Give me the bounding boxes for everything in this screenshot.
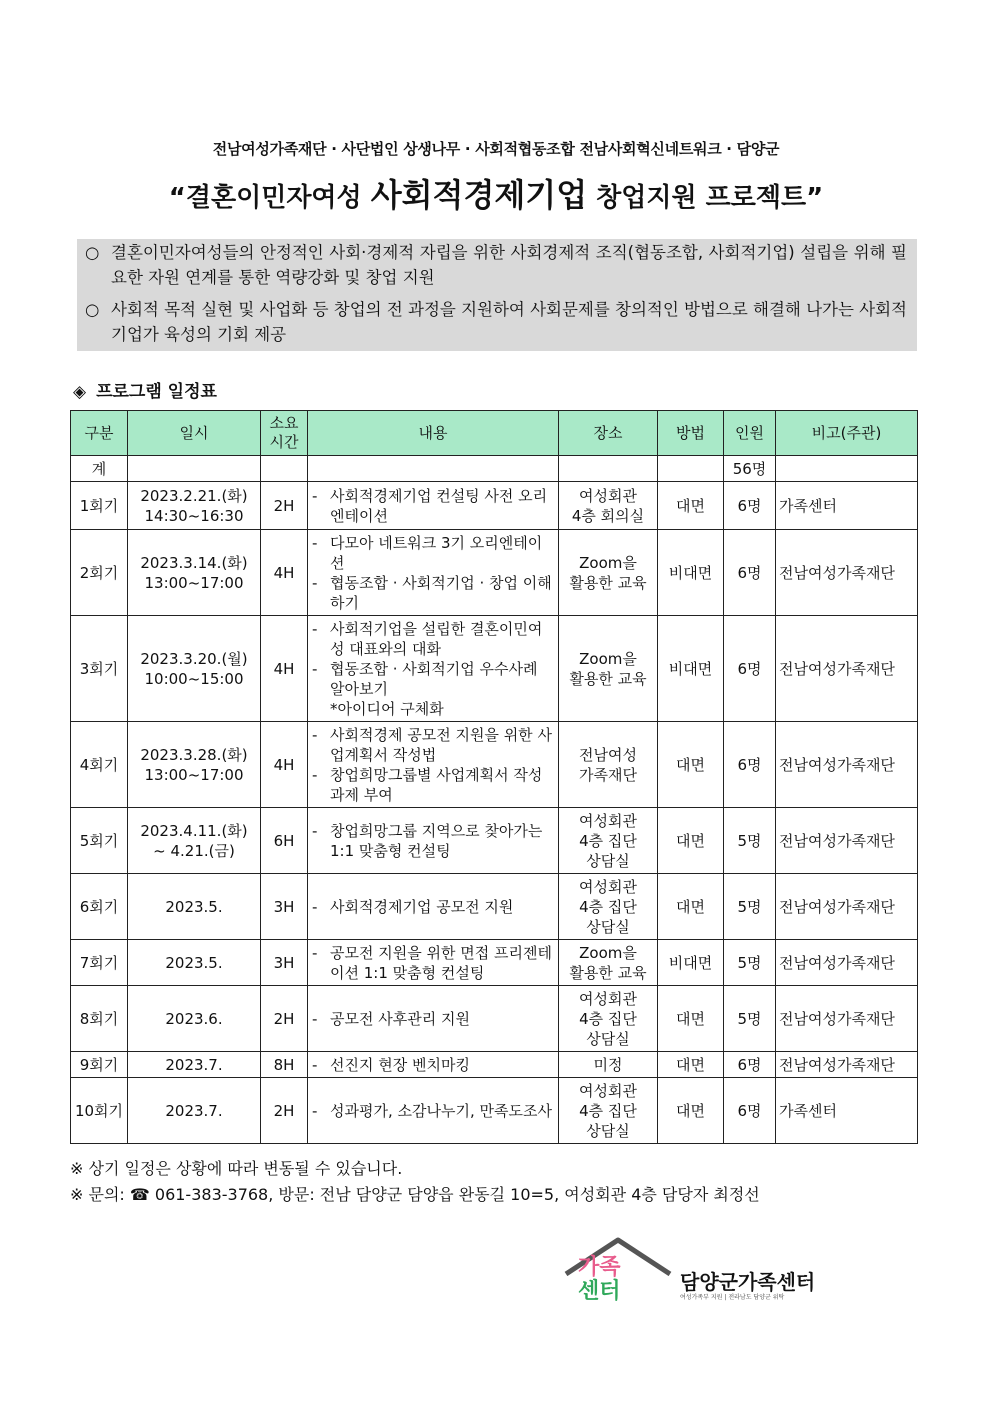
header-people: 인원 bbox=[724, 411, 776, 456]
header-note: 비고(주관) bbox=[776, 411, 918, 456]
content-item bbox=[312, 1101, 556, 1121]
intro-text: 결혼이민자여성들의 안정적인 사회·경제적 자립을 위한 사회경제적 조직(협동조합, 사회적기업) 설립을 위해 필요한 자원 연계를 통한 역량강화 및 창업 지원 bbox=[111, 243, 907, 287]
family-center-logo bbox=[562, 1236, 862, 1308]
cell-people: 6명 bbox=[724, 1078, 776, 1144]
title-part-2: 사회적경제기업 bbox=[370, 176, 588, 214]
cell-datetime: 2023.3.20.(월) 10:00~15:00 bbox=[128, 616, 261, 722]
content-item-text: 창업희망그룹 지역으로 찾아가는 1:1 맞춤형 컨설팅 bbox=[330, 821, 543, 860]
cell-place: 전남여성 가족재단 bbox=[559, 722, 658, 808]
intro-box bbox=[77, 239, 917, 351]
dash-bullet: - bbox=[312, 1101, 318, 1120]
cell-method: 대면 bbox=[658, 1078, 724, 1144]
cell-place: 여성회관 4층 회의실 bbox=[559, 482, 658, 530]
dash-bullet: - bbox=[312, 533, 318, 552]
cell-session: 10회기 bbox=[71, 1078, 128, 1144]
cell-duration: 4H bbox=[261, 530, 308, 616]
table-row bbox=[71, 940, 918, 986]
content-item bbox=[312, 897, 556, 917]
dash-bullet: - bbox=[312, 765, 318, 784]
section-title: 프로그램 일정표 bbox=[96, 382, 217, 402]
cell-people: 6명 bbox=[724, 616, 776, 722]
cell-datetime: 2023.7. bbox=[128, 1078, 261, 1144]
cell-people: 5명 bbox=[724, 940, 776, 986]
content-item-text: 창업희망그룹별 사업계획서 작성 과제 부여 bbox=[330, 765, 543, 804]
cell-note: 가족센터 bbox=[776, 1078, 918, 1144]
cell-note: 전남여성가족재단 bbox=[776, 616, 918, 722]
cell-content bbox=[308, 530, 559, 616]
cell-note: 가족센터 bbox=[776, 482, 918, 530]
content-item bbox=[312, 1009, 556, 1029]
cell-datetime: 2023.5. bbox=[128, 874, 261, 940]
cell-session: 2회기 bbox=[71, 530, 128, 616]
diamond-icon: ◈ bbox=[73, 382, 87, 402]
cell-datetime: 2023.3.14.(화) 13:00~17:00 bbox=[128, 530, 261, 616]
content-item-text: 선진지 현장 벤치마킹 bbox=[330, 1055, 470, 1074]
note-schedule-change: ※ 상기 일정은 상황에 따라 변동될 수 있습니다. bbox=[70, 1159, 403, 1178]
cell-content bbox=[308, 874, 559, 940]
content-item-text: 사회적경제기업 컨설팅 사전 오리엔테이션 bbox=[330, 486, 548, 525]
header-method: 방법 bbox=[658, 411, 724, 456]
cell-content bbox=[308, 616, 559, 722]
cell-session: 5회기 bbox=[71, 808, 128, 874]
header-datetime: 일시 bbox=[128, 411, 261, 456]
cell-datetime: 2023.5. bbox=[128, 940, 261, 986]
cell-method: 비대면 bbox=[658, 616, 724, 722]
cell-duration: 3H bbox=[261, 940, 308, 986]
title-part-3: 창업지원 프로젝트” bbox=[587, 183, 824, 213]
cell-datetime: 2023.7. bbox=[128, 1052, 261, 1078]
total-people: 56명 bbox=[724, 456, 776, 482]
cell-content bbox=[308, 1078, 559, 1144]
cell-method: 비대면 bbox=[658, 530, 724, 616]
cell-method: 대면 bbox=[658, 808, 724, 874]
cell-content bbox=[308, 722, 559, 808]
cell-place: 여성회관 4층 집단 상담실 bbox=[559, 874, 658, 940]
cell-people: 6명 bbox=[724, 530, 776, 616]
footer-notes bbox=[70, 1156, 760, 1208]
content-item-text: 사회적경제기업 공모전 지원 bbox=[330, 897, 514, 916]
content-item-text: 공모전 사후관리 지원 bbox=[330, 1009, 470, 1028]
table-row bbox=[71, 482, 918, 530]
cell-method: 비대면 bbox=[658, 940, 724, 986]
cell-note: 전남여성가족재단 bbox=[776, 940, 918, 986]
cell-session: 1회기 bbox=[71, 482, 128, 530]
cell-method: 대면 bbox=[658, 482, 724, 530]
cell-people: 6명 bbox=[724, 482, 776, 530]
logo-name: 담양군가족센터 bbox=[680, 1270, 816, 1294]
cell-session: 9회기 bbox=[71, 1052, 128, 1078]
logo-subtitle: 여성가족부 지원 | 전라남도 담양군 위탁 bbox=[680, 1294, 785, 1301]
total-label: 계 bbox=[71, 456, 128, 482]
logo-text-line2: 센터 bbox=[578, 1279, 621, 1304]
content-item bbox=[312, 619, 556, 659]
intro-item bbox=[85, 298, 907, 347]
table-row bbox=[71, 722, 918, 808]
cell-content bbox=[308, 808, 559, 874]
intro-item bbox=[85, 241, 907, 290]
cell-content bbox=[308, 482, 559, 530]
content-item-text: 사회적경제 공모전 지원을 위한 사업계획서 작성법 bbox=[330, 725, 552, 764]
table-header-row bbox=[71, 411, 918, 456]
content-extra: *아이디어 구체화 bbox=[330, 699, 444, 718]
cell-datetime: 2023.3.28.(화) 13:00~17:00 bbox=[128, 722, 261, 808]
cell-place: 여성회관 4층 집단 상담실 bbox=[559, 808, 658, 874]
dash-bullet: - bbox=[312, 943, 318, 962]
dash-bullet: - bbox=[312, 1009, 318, 1028]
table-row bbox=[71, 808, 918, 874]
title-part-1: “결혼이민자여성 bbox=[168, 183, 371, 213]
header-content: 내용 bbox=[308, 411, 559, 456]
intro-text: 사회적 목적 실현 및 사업화 등 창업의 전 과정을 지원하여 사회문제를 창의적인 방법으로 해결해 나가는 사회적기업가 육성의 기회 제공 bbox=[111, 300, 907, 344]
dash-bullet: - bbox=[312, 1055, 318, 1074]
header-session: 구분 bbox=[71, 411, 128, 456]
circle-bullet-icon: ○ bbox=[85, 243, 100, 262]
cell-note: 전남여성가족재단 bbox=[776, 874, 918, 940]
table-row bbox=[71, 1078, 918, 1144]
content-item bbox=[312, 1055, 556, 1075]
content-item-text: 성과평가, 소감나누기, 만족도조사 bbox=[330, 1101, 552, 1120]
section-heading bbox=[73, 377, 217, 402]
cell-note: 전남여성가족재단 bbox=[776, 530, 918, 616]
cell-duration: 2H bbox=[261, 1078, 308, 1144]
cell-duration: 3H bbox=[261, 874, 308, 940]
table-row bbox=[71, 986, 918, 1052]
cell-people: 6명 bbox=[724, 722, 776, 808]
cell-duration: 4H bbox=[261, 616, 308, 722]
content-item bbox=[312, 533, 556, 573]
content-item bbox=[312, 725, 556, 765]
logo-text-line1: 가족 bbox=[578, 1255, 621, 1280]
cell-place: Zoom을 활용한 교육 bbox=[559, 530, 658, 616]
cell-duration: 4H bbox=[261, 722, 308, 808]
cell-session: 6회기 bbox=[71, 874, 128, 940]
content-item-text: 협동조합 · 사회적기업 우수사례 알아보기 bbox=[330, 659, 538, 698]
dash-bullet: - bbox=[312, 725, 318, 744]
content-item-text: 공모전 지원을 위한 면접 프리젠테이션 1:1 맞춤형 컨설팅 bbox=[330, 943, 552, 982]
cell-method: 대면 bbox=[658, 722, 724, 808]
cell-duration: 2H bbox=[261, 986, 308, 1052]
cell-duration: 8H bbox=[261, 1052, 308, 1078]
table-row bbox=[71, 874, 918, 940]
total-row bbox=[71, 456, 918, 482]
note-contact: ※ 문의: ☎ 061-383-3768, 방문: 전남 담양군 담양읍 완동길 10=5, 여성회관 4층 담당자 최정선 bbox=[70, 1185, 760, 1204]
cell-content bbox=[308, 986, 559, 1052]
cell-duration: 2H bbox=[261, 482, 308, 530]
cell-session: 7회기 bbox=[71, 940, 128, 986]
cell-people: 5명 bbox=[724, 808, 776, 874]
cell-note: 전남여성가족재단 bbox=[776, 1052, 918, 1078]
cell-datetime: 2023.2.21.(화) 14:30~16:30 bbox=[128, 482, 261, 530]
cell-place: Zoom을 활용한 교육 bbox=[559, 940, 658, 986]
cell-content bbox=[308, 1052, 559, 1078]
cell-method: 대면 bbox=[658, 1052, 724, 1078]
header-duration: 소요 시간 bbox=[261, 411, 308, 456]
cell-place: Zoom을 활용한 교육 bbox=[559, 616, 658, 722]
content-item bbox=[312, 943, 556, 983]
dash-bullet: - bbox=[312, 897, 318, 916]
cell-people: 5명 bbox=[724, 874, 776, 940]
content-item bbox=[312, 765, 556, 805]
cell-people: 6명 bbox=[724, 1052, 776, 1078]
cell-method: 대면 bbox=[658, 874, 724, 940]
dash-bullet: - bbox=[312, 573, 318, 592]
header-place: 장소 bbox=[559, 411, 658, 456]
dash-bullet: - bbox=[312, 659, 318, 678]
cell-place: 미정 bbox=[559, 1052, 658, 1078]
cell-session: 8회기 bbox=[71, 986, 128, 1052]
content-item bbox=[312, 486, 556, 526]
cell-content bbox=[308, 940, 559, 986]
cell-session: 4회기 bbox=[71, 722, 128, 808]
cell-people: 5명 bbox=[724, 986, 776, 1052]
cell-place: 여성회관 4층 집단 상담실 bbox=[559, 1078, 658, 1144]
content-item bbox=[312, 821, 556, 861]
content-item-text: 다모아 네트워크 3기 오리엔테이션 bbox=[330, 533, 543, 572]
schedule-table bbox=[70, 410, 918, 1144]
cell-note: 전남여성가족재단 bbox=[776, 722, 918, 808]
cell-datetime: 2023.6. bbox=[128, 986, 261, 1052]
content-item-text: 협동조합 · 사회적기업 · 창업 이해하기 bbox=[330, 573, 552, 612]
content-item bbox=[312, 659, 556, 699]
cell-note: 전남여성가족재단 bbox=[776, 808, 918, 874]
content-item-text: 사회적기업을 설립한 결혼이민여성 대표와의 대화 bbox=[330, 619, 543, 658]
page-title bbox=[0, 170, 992, 216]
circle-bullet-icon: ○ bbox=[85, 300, 100, 319]
cell-session: 3회기 bbox=[71, 616, 128, 722]
organizations-line: 전남여성가족재단 · 사단법인 상생나무 · 사회적협동조합 전남사회혁신네트워크 · 담양군 bbox=[212, 140, 780, 158]
cell-place: 여성회관 4층 집단 상담실 bbox=[559, 986, 658, 1052]
table-row bbox=[71, 530, 918, 616]
content-item bbox=[312, 573, 556, 613]
cell-note: 전남여성가족재단 bbox=[776, 986, 918, 1052]
cell-method: 대면 bbox=[658, 986, 724, 1052]
dash-bullet: - bbox=[312, 619, 318, 638]
dash-bullet: - bbox=[312, 486, 318, 505]
dash-bullet: - bbox=[312, 821, 318, 840]
cell-datetime: 2023.4.11.(화) ~ 4.21.(금) bbox=[128, 808, 261, 874]
table-row bbox=[71, 616, 918, 722]
cell-duration: 6H bbox=[261, 808, 308, 874]
table-row bbox=[71, 1052, 918, 1078]
